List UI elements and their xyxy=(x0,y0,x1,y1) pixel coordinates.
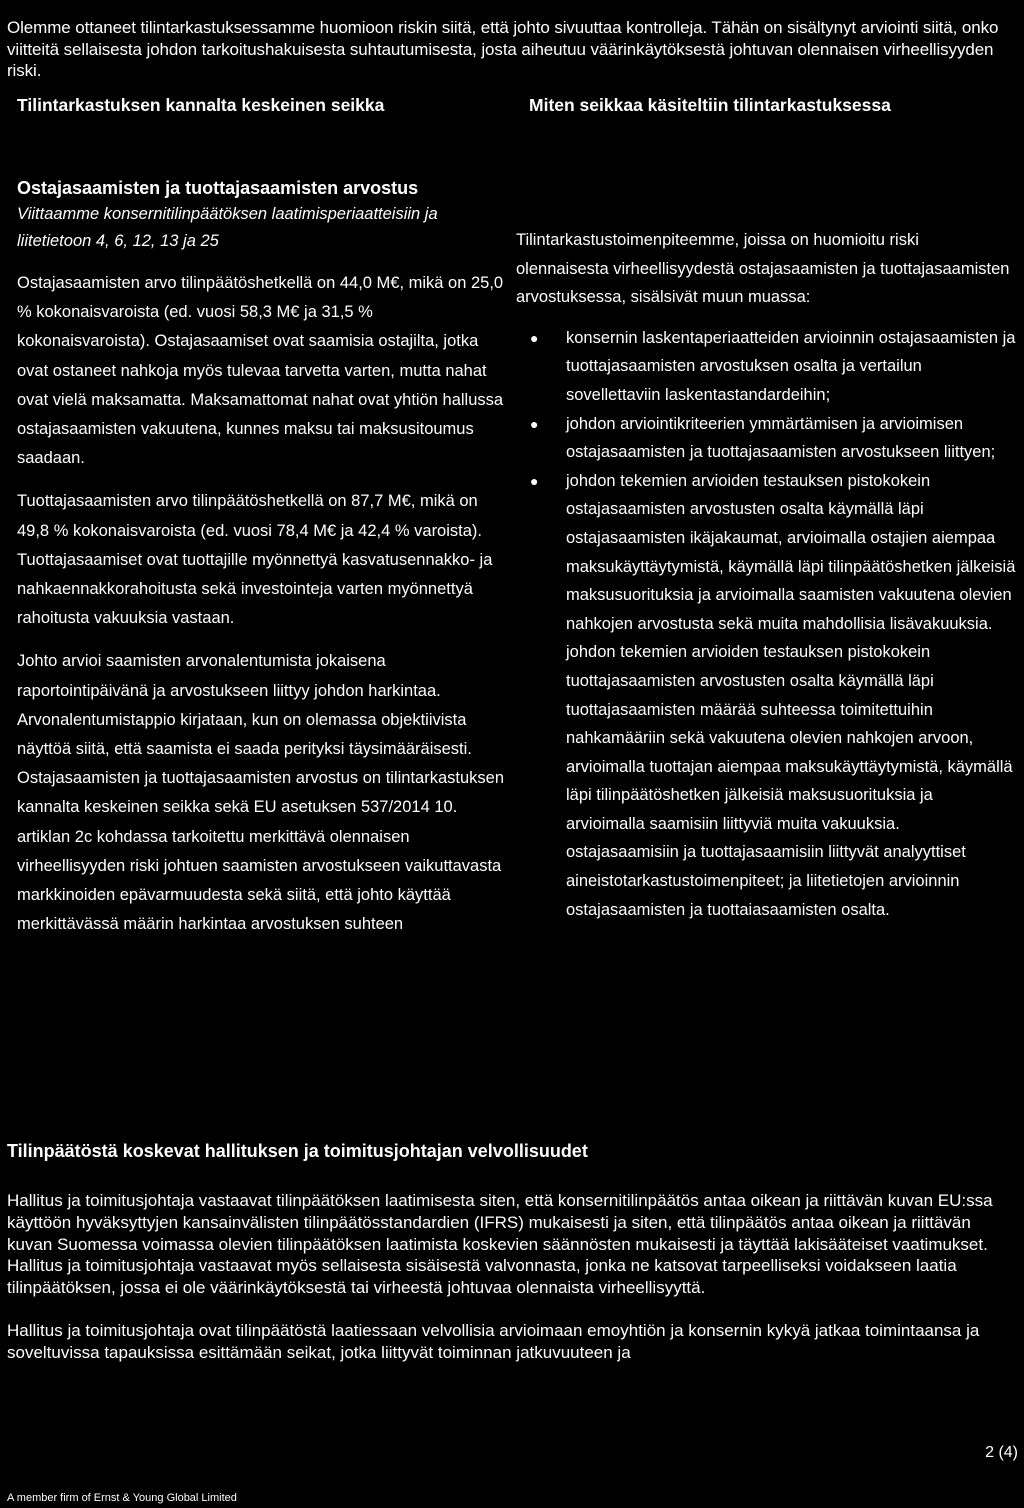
list-item xyxy=(516,467,1016,925)
section-paragraph: Hallitus ja toimitusjohtaja vastaavat tilinpäätöksen laatimisesta siten, että konsernitilinpäätös antaa oikean ja riittävän kuvan EU:ssa käyttöön hyväksyttyjen kansainvälisten tilinpäätösstandardien (IFRS) mukaisesti ja siten, että tilinpäätös antaa oikean ja riittävän kuvan Suomessa voimassa olevien tilinpäätöksen laatimista koskevien säännösten mukaisesti ja täyttää lakisääteiset vaatimukset. Hallitus ja toimitusjohtaja vastaavat myös sellaisesta sisäisestä valvonnasta, jonka ne katsovat tarpeelliseksi voidakseen laatia tilinpäätöksen, jossa ei ole väärinkäytöksestä tai virheestä johtuvaa olennaista virheellisyyttä. xyxy=(7,1191,993,1298)
bullet-icon: ● xyxy=(530,329,539,346)
matter-paragraph: Tuottajasaamisten arvo tilinpäätöshetkellä on 87,7 M€, mikä on 49,8 % kokonaisvaroista (ed. vuosi 78,4 M€ ja 42,4 % varoista). Tuottajasaamiset ovat tuottajille myönnettyä kasvatusennakko- ja nahkaennakkorahoitusta sekä investointeja varten myönnettyä rahoitusta vakuuksia vastaan. xyxy=(17,492,493,628)
list-item-text: johdon tekemien arvioiden testauksen pistokokein ostajasaamisten arvostusten osalta käymällä läpi ostajasaamisten ikäjakaumat, arvioimalla ostajien aiempaa maksukäyttäytymistä, käymällä läpi tilinpäätöshetken jälkeisiä maksusuorituksia ja arvioimalla saamisten vakuutena olevien nahkojen arvostusta sekä muita mahdollisia lisävakuuksia. johdon tekemien arvioiden testauksen pistokokein tuottajasaamisten arvostusten osalta käymällä läpi tuottajasaamisten määrää suhteessa toimitettuihin nahkamääriin sekä vakuutena olevien nahkojen arvoon, arvioimalla tuottajan aiempaa maksukäyttäytymistä, käymällä läpi tilinpäätöshetken jälkeisiä maksusuorituksia ja arvioimalla saamisiin liittyviä muita vakuuksia. ostajasaamisiin ja tuottajasaamisiin liittyvät analyyttiset aineistotarkastustoimenpiteet; ja liitetietojen arvioinnin ostajasaamisten ja tuottaiasaamisten osalta. xyxy=(566,471,1016,919)
section-heading: Tilinpäätöstä koskevat hallituksen ja toimitusjohtajan velvollisuudet xyxy=(7,1141,588,1161)
list-item-text: konsernin laskentaperiaatteiden arvioinnin ostajasaamisten ja tuottajasaamisten arvostuksen osalta ja vertailun sovellettaviin laskentastandardeihin; xyxy=(566,328,1016,404)
page-number: 2 (4) xyxy=(985,1444,1018,1461)
section-body xyxy=(7,1190,1017,1385)
audit-response-header: Miten seikkaa käsiteltiin tilintarkastuksessa xyxy=(529,95,891,115)
list-item xyxy=(516,410,1016,467)
key-audit-matter-header: Tilintarkastuksen kannalta keskeinen seikka xyxy=(17,95,385,115)
matter-paragraph: Johto arvioi saamisten arvonalentumista jokaisena raportointipäivänä ja arvostukseen liittyy johdon harkintaa. Arvonalentumistappio kirjataan, kun on olemassa objektiivista näyttöä siitä, että saamista ei saada perityksi täysimääräisesti. Ostajasaamisten ja tuottajasaamisten arvostus on tilintarkastuksen kannalta keskeinen seikka sekä EU asetuksen 537/2014 10. artiklan 2c kohdassa tarkoitettu merkittävä olennaisen virheellisyyden riski johtuen saamisten arvostukseen vaikuttavasta markkinoiden epävarmuudesta sekä siitä, että johto käyttää merkittävässä määrin harkintaa arvostuksen suhteen xyxy=(17,652,504,934)
key-audit-matter-column xyxy=(17,176,507,939)
intro-paragraph: Olemme ottaneet tilintarkastuksessamme huomioon riskin siitä, että johto sivuuttaa kontrolleja. Tähän on sisältynyt arviointi siitä, onko viitteitä sellaisesta johdon tarkoitushakuisesta suhtautumisesta, josta aiheutuu väärinkäytöksestä johtuvan olennaisen virheellisyyden riski. xyxy=(7,18,999,80)
matter-reference: Viittaamme konsernitilinpäätöksen laatimisperiaatteisiin ja liitetietoon 4, 6, 12, 13 ja 25 xyxy=(17,205,438,250)
bullet-icon: ● xyxy=(530,472,539,489)
response-intro: Tilintarkastustoimenpiteemme, joissa on huomioitu riski olennaisesta virheellisyydestä ostajasaamisten ja tuottajasaamisten arvostuksessa, sisälsivät muun muassa: xyxy=(516,231,1010,307)
list-item-text: johdon arviointikriteerien ymmärtämisen ja arvioimisen ostajasaamisten ja tuottajasaamisten arvostukseen liittyen; xyxy=(566,414,996,462)
footer-note: A member firm of Ernst & Young Global Limited xyxy=(7,1492,237,1504)
matter-paragraph: Ostajasaamisten arvo tilinpäätöshetkellä on 44,0 M€, mikä on 25,0 % kokonaisvaroista (ed. vuosi 58,3 M€ ja 31,5 % kokonaisvaroista). Ostajasaamiset ovat saamisia ostajilta, jotka ovat ostaneet nahkoja myös tulevaa tarvetta varten, mutta nahat ovat vielä maksamatta. Maksamattomat nahat ovat yhtiön hallussa ostajasaamisten vakuutena, kunnes maksu tai maksusitoumus saadaan. xyxy=(17,274,504,468)
matter-title: Ostajasaamisten ja tuottajasaamisten arvostus xyxy=(17,178,419,198)
section-paragraph: Hallitus ja toimitusjohtaja ovat tilinpäätöstä laatiessaan velvollisia arvioimaan emoyhtiön ja konsernin kykyä jatkaa toimintaansa ja soveltuvissa tapauksissa esittämään seikat, jotka liittyvät toiminnan jatkuvuuteen ja xyxy=(7,1320,980,1362)
response-list xyxy=(516,324,1016,924)
list-item xyxy=(516,324,1016,410)
bullet-icon: ● xyxy=(530,415,539,432)
audit-response-column xyxy=(516,226,1016,924)
